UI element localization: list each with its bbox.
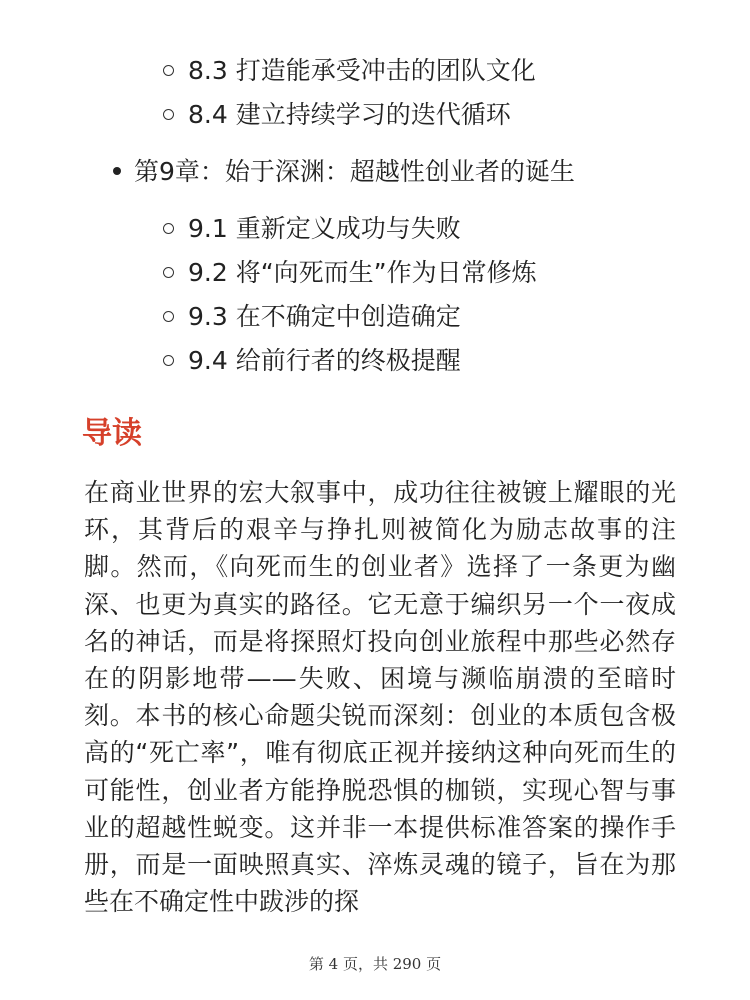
hollow-circle-bullet-icon (163, 355, 174, 366)
toc-item-8-4 (163, 100, 511, 130)
body-paragraph: 在商业世界的宏大叙事中，成功往往被镀上耀眼的光环，其背后的艰辛与挣扎则被简化为励志故事的注脚。然而，《向死而生的创业者》选择了一条更为幽深、也更为真实的路径。它无意于编织另一个一夜成名的神话，而是将探照灯投向创业旅程中那些必然存在的阴影地带——失败、困境与濒临崩溃的至暗时刻。本书的核心命题尖锐而深刻：创业的本质包含极高的“死亡率”，唯有彻底正视并接纳这种向死而生的可能性，创业者方能挣脱恐惧的枷锁，实现心智与事业的超越性蜕变。这并非一本提供标准答案的操作手册，而是一面映照真实、淬炼灵魂的镜子，旨在为那些在不确定性中跋涉的探 (84, 478, 676, 917)
toc-item-label: 8.3 打造能承受冲击的团队文化 (188, 56, 536, 85)
toc-item-8-3 (163, 56, 536, 86)
hollow-circle-bullet-icon (163, 311, 174, 322)
hollow-circle-bullet-icon (163, 109, 174, 120)
section-heading: 导读 (82, 416, 142, 451)
toc-chapter-label: 第9章：始于深渊：超越性创业者的诞生 (134, 157, 575, 186)
toc-item-label: 9.3 在不确定中创造确定 (188, 302, 461, 331)
hollow-circle-bullet-icon (163, 267, 174, 278)
toc-item-label: 9.2 将“向死而生”作为日常修炼 (188, 258, 537, 287)
toc-item-9-3 (163, 302, 461, 332)
toc-chapter-9 (113, 157, 575, 187)
toc-item-9-4 (163, 346, 461, 376)
toc-item-label: 8.4 建立持续学习的迭代循环 (188, 100, 511, 129)
toc-item-9-1 (163, 214, 461, 244)
page-number-footer: 第 4 页，共 290 页 (308, 955, 442, 973)
toc-item-label: 9.1 重新定义成功与失败 (188, 214, 461, 243)
filled-dot-bullet-icon (113, 167, 121, 175)
hollow-circle-bullet-icon (163, 223, 174, 234)
toc-item-9-2 (163, 258, 537, 288)
toc-item-label: 9.4 给前行者的终极提醒 (188, 346, 461, 375)
hollow-circle-bullet-icon (163, 65, 174, 76)
